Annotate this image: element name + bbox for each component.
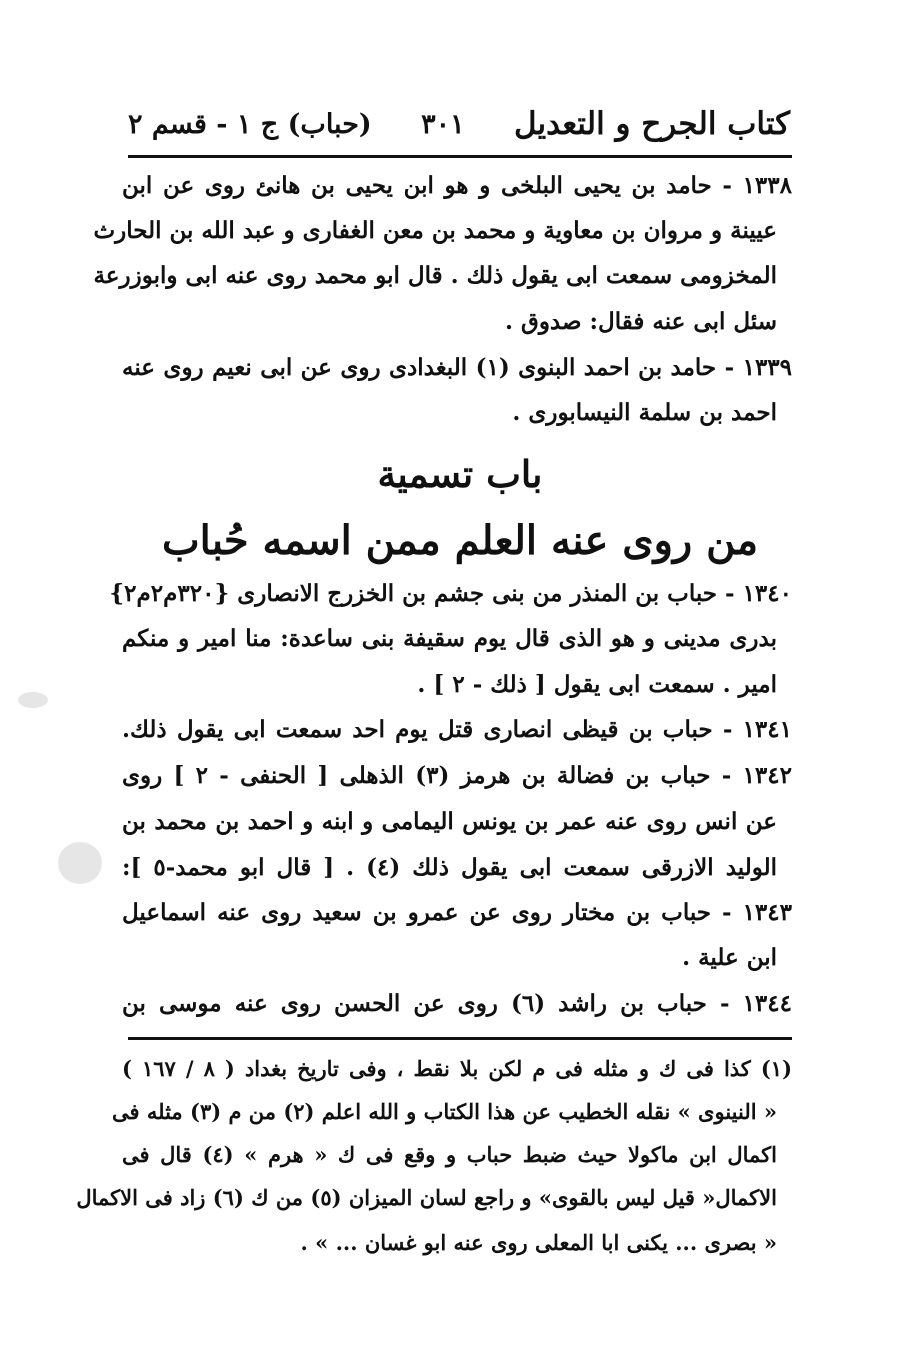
scan-speck xyxy=(58,842,102,884)
scan-speck xyxy=(18,692,48,708)
footnote-line-2: « النينوى » نقله الخطيب عن هذا الكتاب و الله اعلم (٢) من م (٣) مثله فى xyxy=(112,1099,777,1124)
footnote-line-4: الاكمال« قيل ليس بالقوى» و راجع لسان الميزان (٥) من ك (٦) زاد فى الاكمال xyxy=(76,1185,777,1210)
footnote-rule xyxy=(128,1037,792,1040)
entry-1340-line-3: امير . سمعت ابى يقول [ ذلك - ٢ ] . xyxy=(417,671,777,698)
entry-1342-line-3: الوليد الازرقى سمعت ابى يقول ذلك (٤) . [ قال ابو محمد-٥ ]: xyxy=(122,854,778,881)
section-title-line-1: باب تسمية xyxy=(377,452,543,496)
entry-1343-line-1: ١٣٤٣ - حباب بن مختار روى عن عمرو بن سعيد روى عنه اسماعيل xyxy=(122,899,792,926)
footnote-line-3: اكمال ابن ماكولا حيث ضبط حباب و وقع فى ك « هرم » (٤) قال فى xyxy=(122,1142,777,1167)
page-number: ٣٠١ xyxy=(421,108,465,140)
page-header xyxy=(128,96,790,152)
entry-1342-line-1: ١٣٤٢ - حباب بن فضالة بن هرمز (٣) الذهلى [ الحنفى - ٢ ] روى xyxy=(122,762,792,789)
entry-1340-line-1: ١٣٤٠ - حباب بن المنذر من بنى جشم بن الخزرج الانصارى {٣٢٠م٢م٢} xyxy=(109,580,792,607)
footnote-line-5: « بصرى ... يكنى ابا المعلى روى عنه ابو غسان ... » . xyxy=(300,1230,777,1255)
entry-1344-line-1: ١٣٤٤ - حباب بن راشد (٦) روى عن الحسن روى عنه موسى بن xyxy=(122,990,792,1017)
entry-1338-line-1: ١٣٣٨ - حامد بن يحيى البلخى و هو ابن يحيى بن هانئ روى عن ابن xyxy=(122,172,792,199)
entry-1340-line-2: بدرى مدينى و هو الذى قال يوم سقيفة بنى ساعدة: منا امير و منكم xyxy=(122,625,777,652)
section-title-line-2: من روى عنه العلم ممن اسمه حُباب xyxy=(161,517,759,564)
entry-1343-line-2: ابن علية . xyxy=(682,944,777,971)
entry-1342-line-2: عن انس روى عنه عمر بن يونس اليمامى و ابنه و احمد بن محمد بن xyxy=(122,808,777,835)
entry-1338-line-4: سئل ابى عنه فقال: صدوق . xyxy=(504,308,777,335)
book-title: كتاب الجرح و التعديل xyxy=(513,106,790,142)
header-rule xyxy=(128,155,792,158)
footnote-line-1: (١) كذا فى ك و مثله فى م لكن بلا نقط ، وفى تاريخ بغداد ( ٨ / ١٦٧ ) xyxy=(122,1056,793,1081)
entry-1338-line-3: المخزومى سمعت ابى يقول ذلك . قال ابو محمد روى عنه ابى وابوزرعة xyxy=(93,262,777,289)
entry-1339-line-2: احمد بن سلمة النيسابورى . xyxy=(512,399,777,426)
entry-1339-line-1: ١٣٣٩ - حامد بن احمد البنوى (١) البغدادى روى عن ابى نعيم روى عنه xyxy=(122,354,793,381)
entry-1338-line-2: عيينة و مروان بن معاوية و محمد بن معن الغفارى و عبد الله بن الحارث xyxy=(93,217,777,244)
entry-1341-line-1: ١٣٤١ - حباب بن قيظى انصارى قتل يوم احد سمعت ابى يقول ذلك. xyxy=(122,716,792,743)
volume-info: (حباب) ج ١ - قسم ٢ xyxy=(128,108,372,140)
